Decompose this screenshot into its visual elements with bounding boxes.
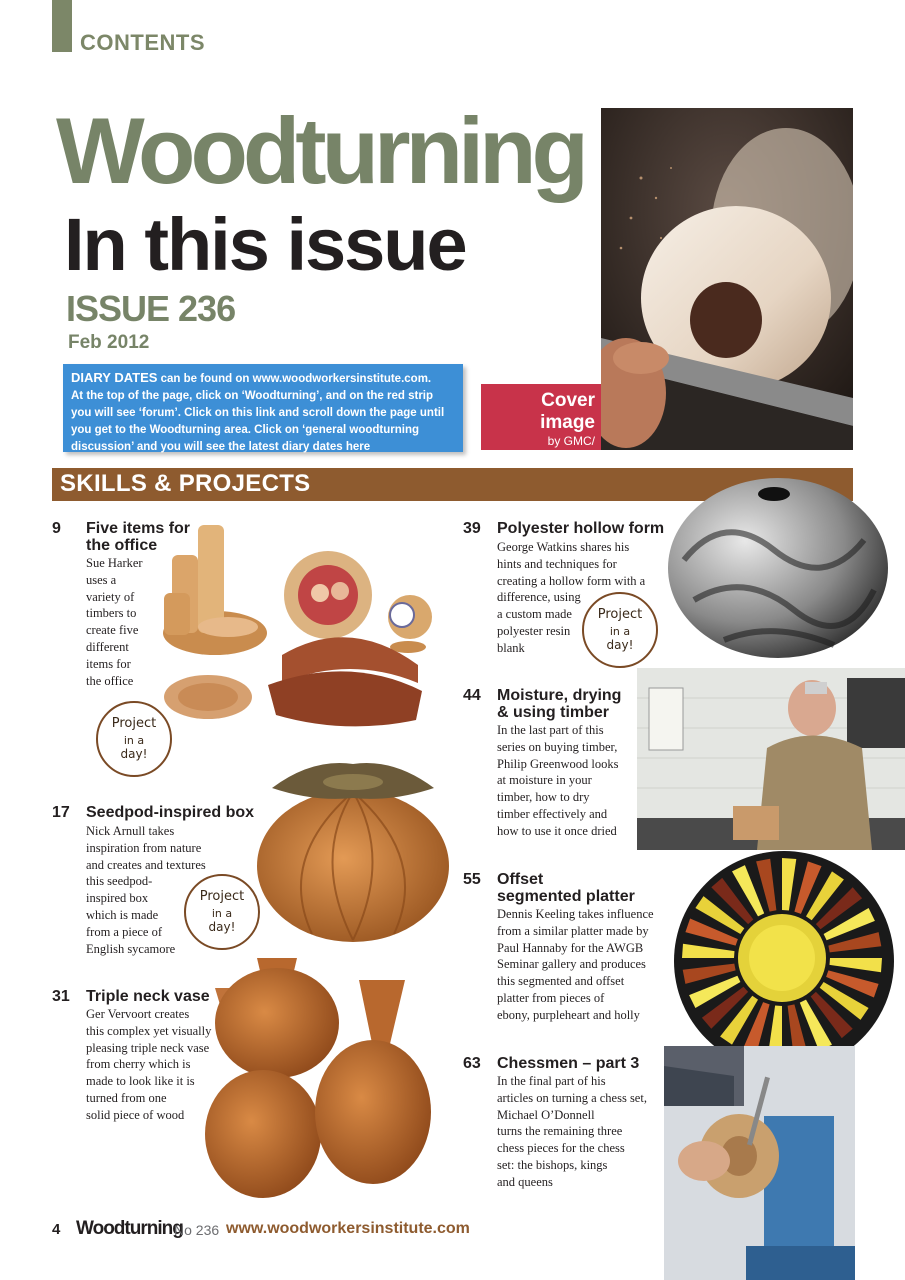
diary-text-1: can be found on www.woodworkersinstitute.com.: [157, 373, 432, 385]
description-line: from cherry which is: [86, 1057, 191, 1072]
description-line: platter from pieces of: [497, 990, 605, 1005]
diary-text-5: discussion’ and you will see the latest diary dates here: [71, 441, 371, 453]
description-line: which is made: [86, 907, 159, 922]
description-line: George Watkins shares his: [497, 540, 630, 554]
description-line: ebony, purpleheart and holly: [497, 1007, 640, 1022]
article-title: [497, 871, 635, 905]
article-description: [86, 1006, 211, 1124]
section-title: SKILLS & PROJECTS: [60, 470, 311, 497]
description-line: articles on turning a chess set,: [497, 1090, 647, 1105]
diary-lead: DIARY DATES: [71, 370, 158, 385]
description-line: timber, how to dry: [497, 790, 590, 805]
description-line: and queens: [497, 1174, 553, 1189]
description-line: how to use it once dried: [497, 823, 617, 838]
article-description: [86, 555, 143, 689]
description-line: solid piece of wood: [86, 1107, 185, 1122]
badge-line-3: day!: [606, 638, 634, 652]
cover-photo: [601, 108, 853, 450]
description-line: Paul Hannaby for the AWGB: [497, 940, 644, 955]
diary-text-4: you get to the Woodturning area. Click on ‘general woodturning: [71, 424, 419, 436]
description-line: a custom made: [497, 607, 572, 622]
description-line: from a similar platter made by: [497, 923, 649, 938]
article-page-number: 44: [463, 687, 481, 704]
article-page-number: 39: [463, 520, 481, 537]
article-title-line: Moisture, drying: [497, 687, 622, 704]
article-title: [497, 687, 621, 721]
segmented-platter-photo: [670, 850, 898, 1072]
article-page-number: 17: [52, 804, 70, 821]
description-line: this segmented and offset: [497, 974, 625, 989]
article-title-line: Triple neck vase: [86, 988, 210, 1005]
article-title-line: Offset: [497, 871, 544, 888]
article-page-number: 9: [52, 520, 61, 537]
section-label: CONTENTS: [80, 30, 205, 55]
description-line: timber effectively and: [497, 806, 608, 821]
description-line: the office: [86, 673, 134, 688]
page-heading: In this issue: [64, 203, 466, 286]
article-title-line: & using timber: [497, 704, 610, 721]
badge-line-2: in a: [123, 734, 145, 747]
footer-url[interactable]: www.woodworkersinstitute.com: [226, 1220, 470, 1237]
description-line: uses a: [86, 572, 117, 587]
description-line: polyester resin: [497, 623, 571, 638]
article-title: [497, 520, 664, 537]
badge-line-1: Project: [199, 889, 245, 904]
badge-line-1: Project: [597, 607, 643, 622]
footer-brand: Woodturning: [76, 1218, 183, 1239]
diary-text-3: you will see ‘forum’. Click on this link and scroll down the page until: [71, 407, 445, 419]
description-line: set: the bishops, kings: [497, 1157, 608, 1172]
article-title: [497, 1055, 639, 1072]
article-title-line: Chessmen – part 3: [497, 1055, 640, 1072]
description-line: Dennis Keeling takes influence: [497, 907, 654, 921]
polyester-hollow-form-photo: [664, 470, 890, 662]
article-page-number: 31: [52, 988, 70, 1005]
badge-line-1: Project: [111, 716, 157, 731]
article-title-line: Seedpod-inspired box: [86, 804, 255, 821]
cover-credit-line-2: Anthony Bailey: [514, 449, 595, 463]
description-line: variety of: [86, 589, 135, 604]
description-line: this seedpod-: [86, 874, 153, 889]
description-line: inspiration from nature: [86, 840, 202, 855]
description-line: pleasing triple neck vase: [86, 1040, 210, 1055]
description-line: Sue Harker: [86, 556, 143, 570]
diary-dates-box: [63, 364, 463, 452]
description-line: items for: [86, 656, 131, 671]
office-items-photo: [150, 515, 442, 740]
project-in-a-day-badge: [582, 592, 658, 668]
description-line: Nick Arnull takes: [86, 824, 175, 838]
description-line: turned from one: [86, 1090, 167, 1105]
article-title-line: Polyester hollow form: [497, 520, 665, 537]
description-line: timbers to: [86, 606, 137, 621]
diary-text-2: At the top of the page, click on ‘Woodturning’, and on the red strip: [71, 390, 434, 402]
description-line: Ger Vervoort creates: [86, 1007, 190, 1021]
description-line: made to look like it is: [86, 1074, 195, 1089]
description-line: difference, using: [497, 590, 581, 605]
description-line: series on buying timber,: [497, 739, 618, 754]
article-page-number: 55: [463, 871, 481, 888]
article-title-line: the office: [86, 537, 158, 554]
footer-issue: No 236: [174, 1222, 220, 1238]
description-line: create five: [86, 623, 139, 638]
description-line: Michael O’Donnell: [497, 1107, 595, 1122]
seedpod-box-photo: [252, 758, 454, 944]
cover-caption: [481, 384, 601, 463]
description-line: blank: [497, 640, 525, 655]
description-line: and creates and textures: [86, 857, 206, 872]
cover-caption-title: Cover image: [540, 390, 595, 433]
badge-line-3: day!: [120, 747, 148, 761]
description-line: inspired box: [86, 891, 149, 906]
project-in-a-day-badge: [96, 701, 172, 777]
description-line: turns the remaining three: [497, 1124, 623, 1139]
description-line: from a piece of: [86, 924, 163, 939]
cover-photo-illustration: [601, 108, 853, 450]
badge-line-3: day!: [208, 920, 236, 934]
description-line: different: [86, 639, 129, 654]
description-line: Seminar gallery and produces: [497, 957, 646, 972]
issue-date: Feb 2012: [68, 332, 150, 353]
description-line: English sycamore: [86, 941, 176, 956]
description-line: chess pieces for the chess: [497, 1141, 625, 1156]
article-title: [86, 804, 254, 821]
article-title-line: segmented platter: [497, 888, 635, 905]
footer-page-number: 4: [52, 1221, 61, 1238]
article-title: [86, 988, 210, 1005]
badge-line-2: in a: [211, 907, 233, 920]
badge-line-2: in a: [609, 625, 631, 638]
article-description: [497, 722, 619, 840]
description-line: In the final part of his: [497, 1074, 606, 1088]
project-in-a-day-badge: [184, 874, 260, 950]
article-page-number: 63: [463, 1055, 481, 1072]
workshop-photo: [637, 668, 905, 850]
description-line: creating a hollow form with a: [497, 573, 646, 588]
description-line: hints and techniques for: [497, 556, 617, 571]
cover-credit-line-1: by GMC/: [547, 434, 595, 448]
description-line: In the last part of this: [497, 723, 604, 737]
description-line: Philip Greenwood looks: [497, 756, 619, 771]
article-description: [497, 1073, 647, 1191]
triple-neck-vase-photo: [205, 958, 433, 1200]
article-description: [497, 906, 654, 1024]
issue-number: ISSUE 236: [66, 288, 236, 329]
magazine-title: Woodturning: [56, 98, 584, 203]
description-line: at moisture in your: [497, 773, 592, 788]
article-title-line: Five items for: [86, 520, 191, 537]
chessmen-turning-photo: [664, 1046, 855, 1280]
description-line: this complex yet visually: [86, 1023, 212, 1038]
section-marker-bar: [52, 0, 72, 52]
